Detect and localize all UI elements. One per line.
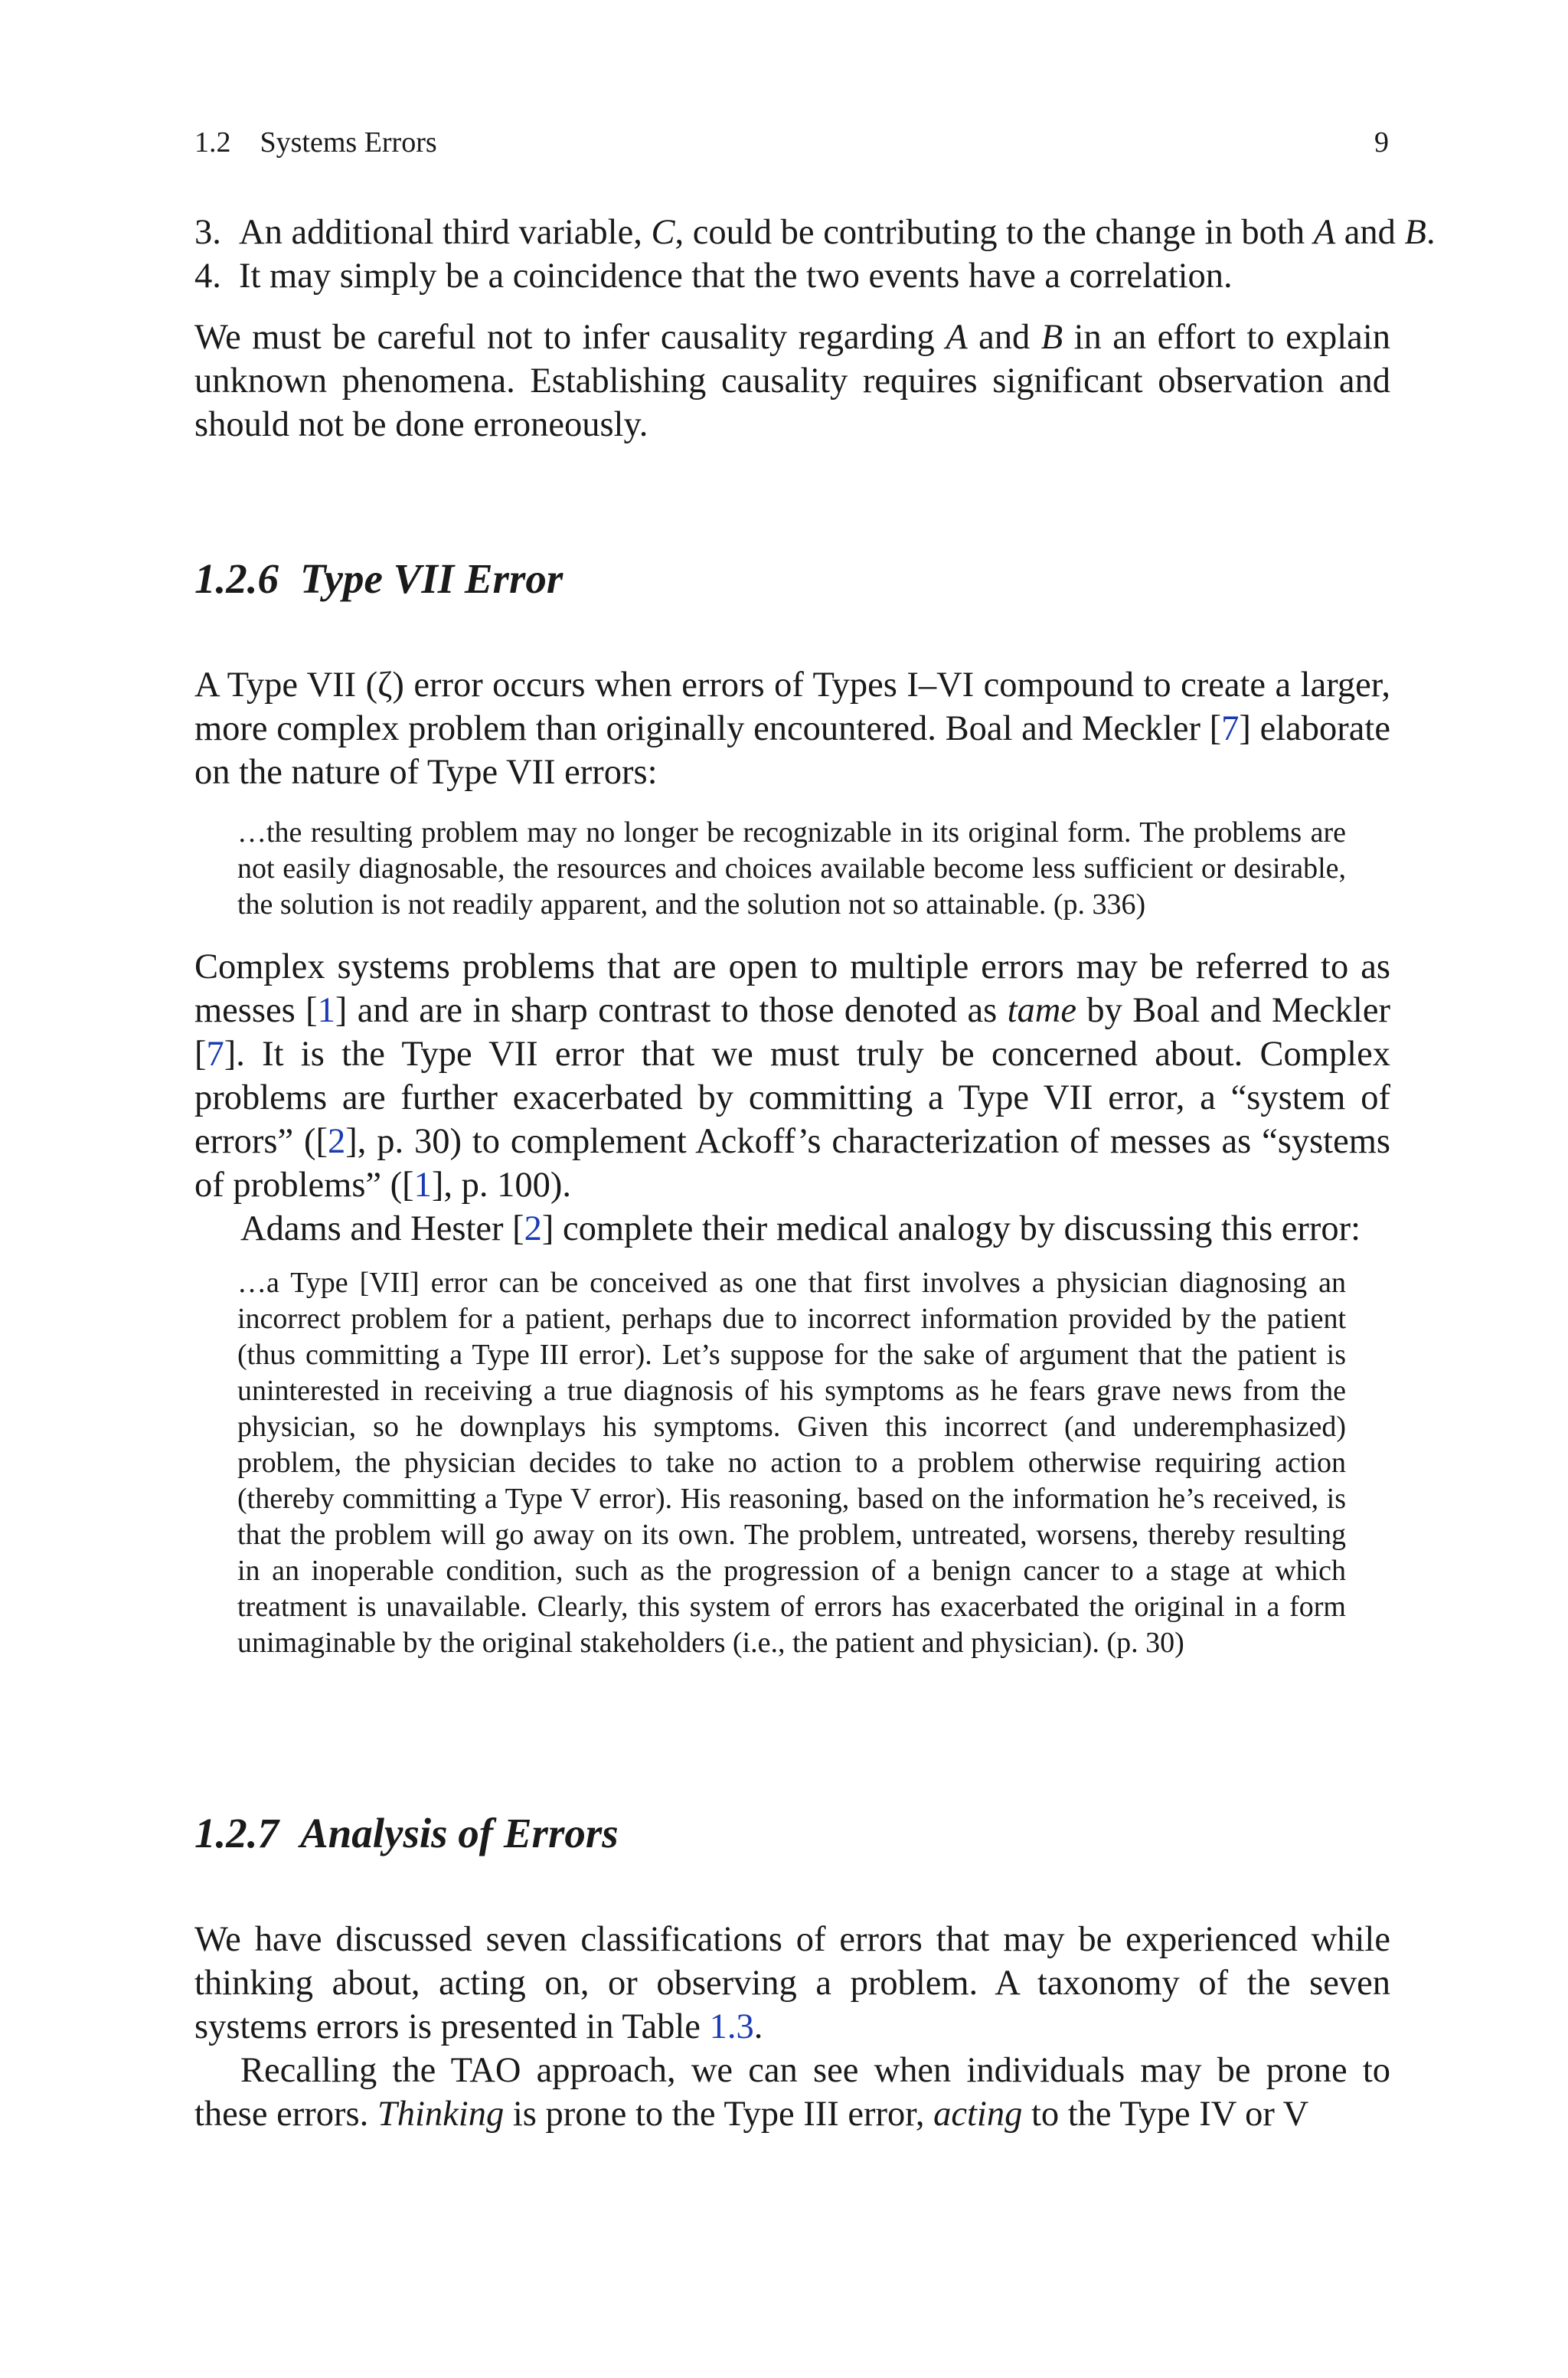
paragraph-analysis bbox=[194, 1918, 1390, 2136]
citation-link[interactable]: 7 bbox=[206, 1035, 224, 1074]
paragraph-text: ] complete their medical analogy by discussing this error: bbox=[541, 1209, 1361, 1248]
paragraph-text: is prone to the Type III error, bbox=[504, 2095, 934, 2134]
variable-c: C bbox=[651, 213, 675, 252]
section-title: Type VII Error bbox=[300, 555, 564, 602]
section-heading-1-2-7 bbox=[194, 1809, 619, 1857]
paragraph-text: Recalling the TAO approach, we can see when individuals may be prone to these errors. bbox=[194, 2051, 1390, 2134]
section-heading-1-2-6 bbox=[194, 554, 563, 603]
paragraph-text: We have discussed seven classifications of errors that may be experienced while thinking about, acting on, or observing a problem. A taxonomy of the seven systems errors is presented in Table bbox=[194, 1920, 1390, 2046]
paragraph-text: . bbox=[753, 2007, 763, 2046]
paragraph-complex-systems bbox=[194, 945, 1390, 1251]
paragraph-text: in an effort to explain unknown phenomena. Establishing causality requires significant observation and should not be done erroneously. bbox=[194, 318, 1390, 444]
list-item bbox=[194, 254, 1390, 298]
section-number: 1.2.7 bbox=[194, 1810, 279, 1856]
variable-b: B bbox=[1040, 318, 1063, 357]
list-item-text: It may simply be a coincidence that the two events have a correlation. bbox=[239, 257, 1233, 296]
variable-a: A bbox=[946, 318, 968, 357]
paragraph-text: ] elaborate on the nature of Type VII errors: bbox=[194, 709, 1390, 792]
paragraph-text: A Type VII (ζ) error occurs when errors of Types I–VI compound to create a larger, more complex problem than originally encountered. Boal and Meckler [ bbox=[194, 666, 1390, 748]
section-number: 1.2.6 bbox=[194, 555, 279, 602]
list-item-text: , could be contributing to the change in both bbox=[675, 213, 1314, 252]
emphasis-tame: tame bbox=[1007, 991, 1076, 1030]
list-item-text: An additional third variable, bbox=[239, 213, 652, 252]
paragraph-text: by Boal and Meckler [ bbox=[194, 991, 1390, 1074]
citation-link[interactable]: 7 bbox=[1221, 709, 1240, 748]
citation-link[interactable]: 2 bbox=[524, 1209, 542, 1248]
variable-b: B bbox=[1404, 213, 1426, 252]
paragraph-text: to the Type IV or V bbox=[1022, 2095, 1309, 2134]
numbered-list bbox=[194, 211, 1436, 298]
block-quote-boal-meckler bbox=[237, 815, 1346, 923]
citation-link[interactable]: 1 bbox=[413, 1166, 432, 1205]
list-item bbox=[194, 211, 1436, 254]
paragraph-text: ], p. 100). bbox=[431, 1166, 572, 1205]
paragraph-causality bbox=[194, 316, 1390, 446]
list-item-number: 3. bbox=[194, 213, 221, 252]
table-reference-link[interactable]: 1.3 bbox=[709, 2007, 754, 2046]
emphasis-acting: acting bbox=[933, 2095, 1023, 2134]
section-title: Analysis of Errors bbox=[300, 1810, 619, 1856]
page-number: 9 bbox=[1374, 126, 1389, 159]
list-item-text: . bbox=[1426, 213, 1436, 252]
block-quote-adams-hester bbox=[237, 1265, 1346, 1661]
paragraph-text: We must be careful not to infer causality regarding bbox=[194, 318, 946, 357]
citation-link[interactable]: 1 bbox=[317, 991, 335, 1030]
quote-text: …a Type [VII] error can be conceived as one that first involves a physician diagnosing an incorrect problem for a patient, perhaps due to incorrect information provided by the patient (thus committing a Type III error). Let’s suppose for the sake of argument that the patient is uninterested in receiving a true diagnosis of his symptoms as he fears grave news from the physician, so he downplays his symptoms. Given this incorrect (and underemphasized) problem, the physician decides to take no action to a problem otherwise requiring action (thereby committing a Type V error). His reasoning, based on the information he’s received, is that the problem will go away on its own. The problem, untreated, worsens, thereby resulting in an inoperable condition, such as the progression of a benign cancer to a stage at which treatment is unavailable. Clearly, this system of errors has exacerbated the original in a form unimaginable by the original stakeholders (i.e., the patient and physician). (p. 30) bbox=[237, 1267, 1346, 1659]
paragraph-text: and bbox=[967, 318, 1041, 357]
list-item-text: and bbox=[1335, 213, 1405, 252]
variable-a: A bbox=[1313, 213, 1336, 252]
paragraph-text: ] and are in sharp contrast to those denoted as bbox=[335, 991, 1008, 1030]
citation-link[interactable]: 2 bbox=[327, 1122, 346, 1161]
paragraph-text: Adams and Hester [ bbox=[240, 1209, 524, 1248]
list-item-number: 4. bbox=[194, 257, 221, 296]
paragraph-text: ], p. 30) to complement Ackoff’s characterization of messes as “systems of problems” ([ bbox=[194, 1122, 1390, 1205]
paragraph-text: ]. It is the Type VII error that we must truly be concerned about. Complex problems are further exacerbated by committing a Type VII error, a “system of errors” ([ bbox=[194, 1035, 1390, 1161]
paragraph-type-vii-intro bbox=[194, 663, 1390, 794]
quote-text: …the resulting problem may no longer be recognizable in its original form. The problems are not easily diagnosable, the resources and choices available become less sufficient or desirable, the solution is not readily apparent, and the solution not so attainable. (p. 336) bbox=[237, 816, 1346, 921]
header-section-title: 1.2 Systems Errors bbox=[194, 126, 437, 159]
emphasis-thinking: Thinking bbox=[377, 2095, 505, 2134]
paragraph-text: Complex systems problems that are open to multiple errors may be referred to as messes [ bbox=[194, 947, 1390, 1030]
